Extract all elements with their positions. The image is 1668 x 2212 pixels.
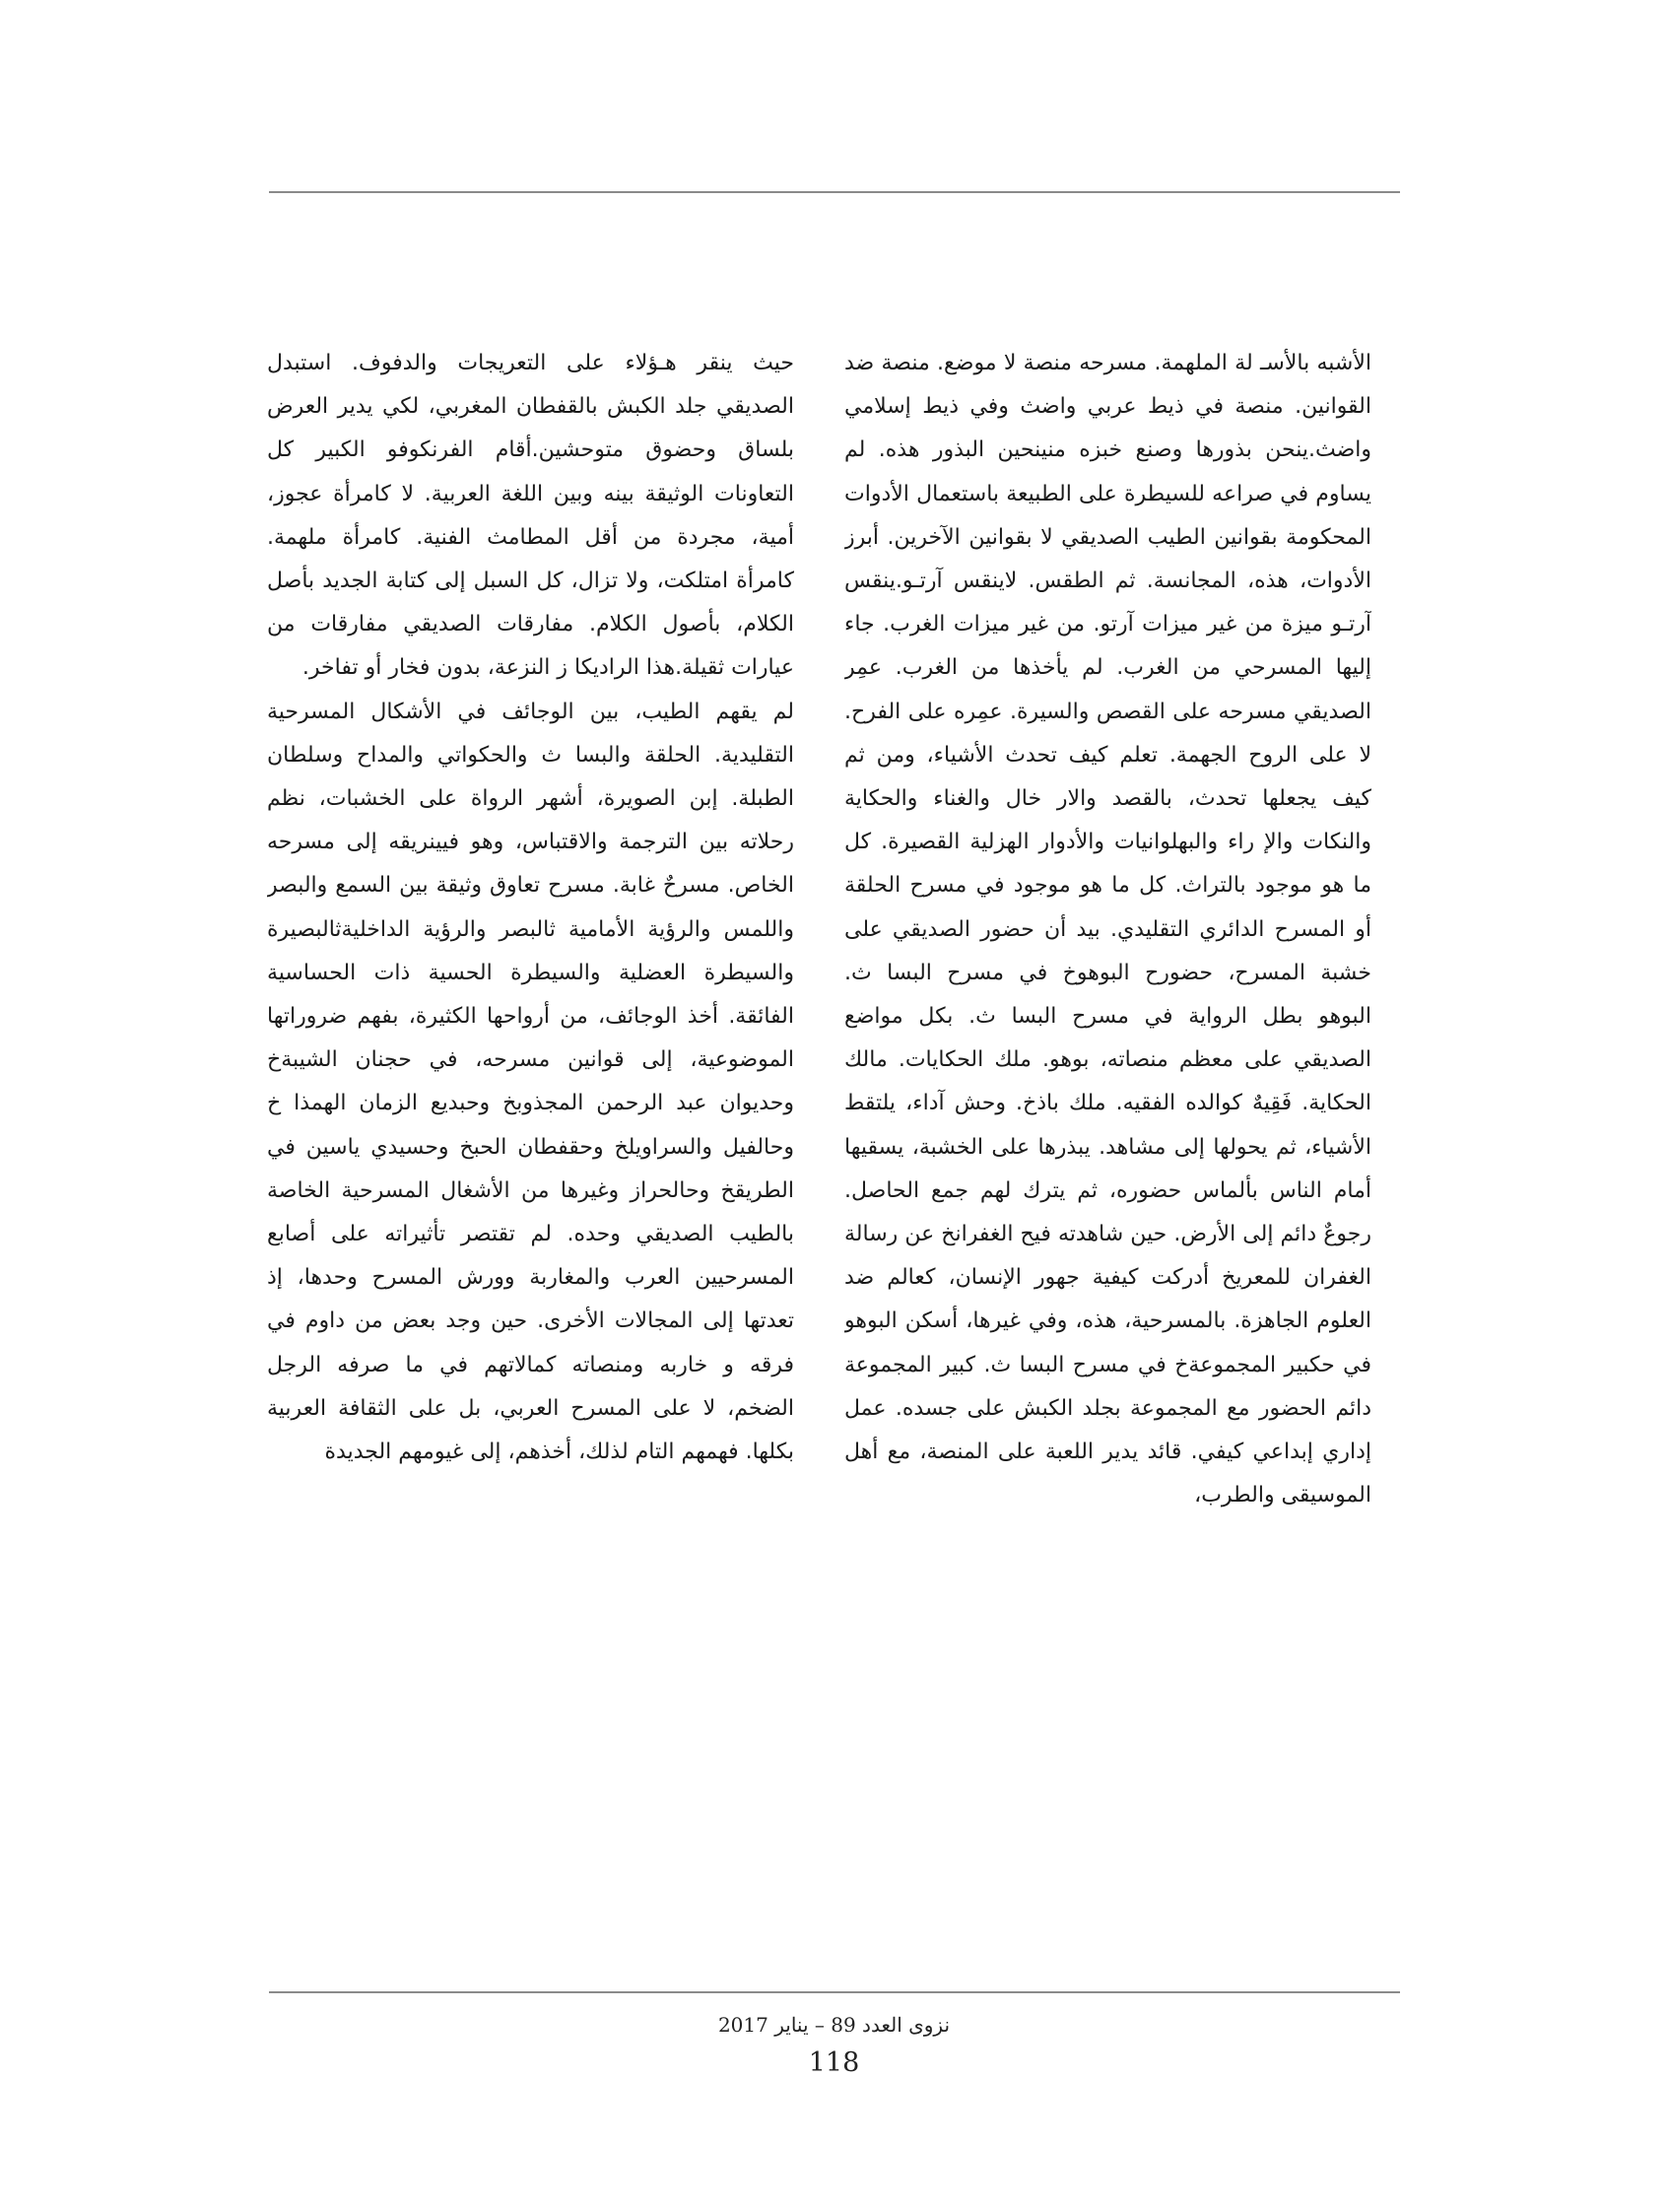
article-column-right — [844, 342, 1371, 1963]
bottom-rule — [269, 1991, 1400, 1993]
paragraph: حيث ينقر هـؤلاء على التعريجات والدفوف. استبدل الصديقي جلد الكبش بالقفطان المغربي، لكي يدير العرض بلساق وحضوق متوحشين.أقام الفرنكوفو الكبير كل التعاونات الوثيقة بينه وبين اللغة العربية. لا كامرأة عجوز، أمية، مجردة من أقل المطامث الفنية. كامرأة ملهمة. كامرأة امتلكت، ولا تزال، كل السبل إلى كتابة الجديد بأصل الكلام، بأصول الكلام. مفارقات الصديقي مفارقات من عيارات ثقيلة.هذا الراديكا ز النزعة، بدون فخار أو تفاخر. — [267, 351, 794, 681]
issue-info: نزوى العدد 89 – يناير 2017 — [717, 2013, 951, 2037]
paragraph: لم يقهم الطيب، بين الوجائف في الأشكال المسرحية التقليدية. الحلقة والبسا ث والحكواتي والمداح وسلطان الطبلة. إبن الصويرة، أشهر الرواة على الخشبات، نظم رحلاته بين الترجمة والاقتباس، وهو فيينريقه إلى مسرحه الخاص. مسرحٌ غابة. مسرح تعاوق وثيقة بين السمع والبصر واللمس والرؤية الأمامية ثالبصر والرؤية الداخليةثالبصيرة والسيطرة العضلية والسيطرة الحسية ذات الحساسية الفائقة. أخذ الوجائف، من أرواحها الكثيرة، بفهم ضروراتها الموضوعية، إلى قوانين مسرحه، في حجنان الشيبةخ وحديوان عبد الرحمن المجذوبخ وحبديع الزمان الهمذا خ وحالفيل والسراويلخ وحقفطان الحبخ وحسيدي ياسين في الطريقخ وحالحراز وغيرها من الأشغال المسرحية الخاصة بالطيب الصديقي وحده. لم تقتصر تأثيراته على أصابع المسرحيين العرب والمغاربة وورش المسرح وحدها، إذ تعدتها إلى المجالات الأخرى. حين وجد بعض من داوم في فرقه و خاربه ومنصاته كمالاتهم في ما صرفه الرجل الضخم، لا على المسرح العربي، بل على الثقافة العربية بكلها. فهمهم التام لذلك، أخذهم، إلى غيومهم الجديدة — [267, 699, 794, 1465]
paragraph: الأشبه بالأسـ لة الملهمة. مسرحه منصة لا موضع. منصة ضد القوانين. منصة في ذيط عربي واضث وفي ذيط إسلامي واضث.ينحن بذورها وصنع خبزه منينحين البذور هذه. لم يساوم في صراعه للسيطرة على الطبيعة باستعمال الأدوات المحكومة بقوانين الطيب الصديقي لا بقوانين الآخرين. أبرز الأدوات، هذه، المجانسة. ثم الطقس. لاينقس آرتـو.ينقس آرتـو ميزة من غير ميزات آرتو. من غير ميزات الغرب. جاء إليها المسرحي من الغرب. لم يأخذها من الغرب. عمِر الصديقي مسرحه على القصص والسيرة. عمِره على الفرح. لا على الروح الجهمة. تعلم كيف تحدث الأشياء، ومن ثم كيف يجعلها تحدث، بالقصد والار خال والغناء والحكاية والنكات والإ راء والبهلوانيات والأدوار الهزلية القصيرة. كل ما هو موجود بالتراث. كل ما هو موجود في مسرح الحلقة أو المسرح الدائري التقليدي. بيد أن حضور الصديقي على خشبة المسرح، حضورح البوهوخ في مسرح البسا ث. البوهو بطل الرواية في مسرح البسا ث. بكل مواضع الصديقي على معظم منصاته، بوهو. ملك الحكايات. مالك الحكاية. فَقِيهٌ كوالده الفقيه. ملك باذخ. وحش آداء، يلتقط الأشياء، ثم يحولها إلى مشاهد. يبذرها على الخشبة، يسقيها أمام الناس بألماس حضوره، ثم يترك لهم جمع الحاصل. رجوعٌ دائم إلى الأرض. حين شاهدته فيح الغفرانخ عن رسالة الغفران للمعريخ أدركت كيفية جهور الإنسان، كعالم ضد العلوم الجاهزة. بالمسرحية، هذه، وفي غيرها، أسكن البوهو في حكبير المجموعةخ في مسرح البسا ث. كبير المجموعة دائم الحضور مع المجموعة بجلد الكبش على جسده. عمل إداري إبداعي كيفي. قائد يدير اللعبة على المنصة، مع أهل الموسيقى والطرب، — [844, 351, 1371, 1508]
page-number: 118 — [808, 2047, 860, 2078]
article-column-left — [267, 342, 794, 1963]
top-rule — [269, 191, 1400, 193]
